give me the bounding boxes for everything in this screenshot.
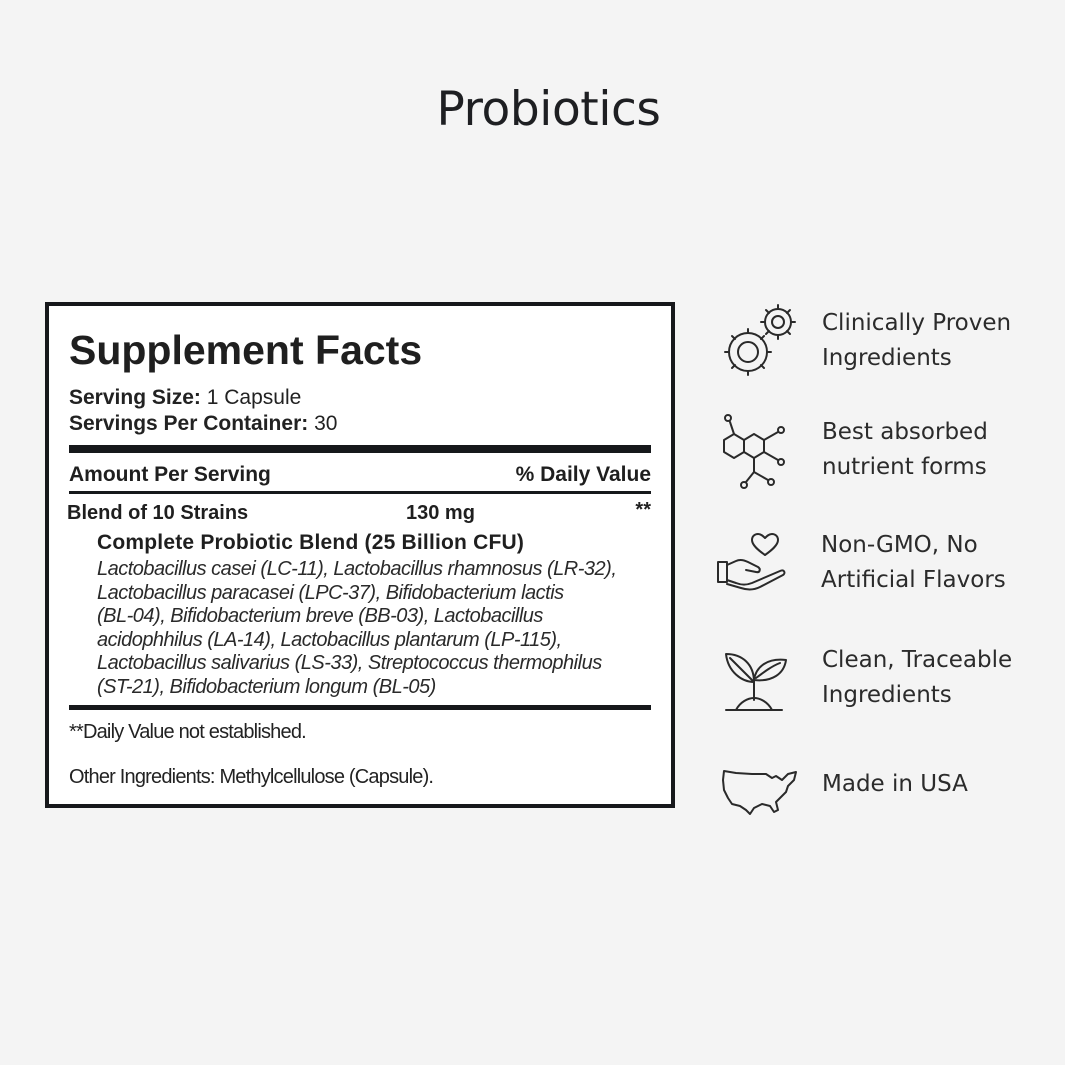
strain-line: (BL-04), Bifidobacterium breve (BB-03), Lactobacillus bbox=[97, 605, 543, 627]
blend-name: Blend of 10 Strains bbox=[67, 502, 249, 524]
blend-daily-value: ** bbox=[635, 499, 651, 521]
feature-item bbox=[712, 525, 1052, 605]
feature-item bbox=[712, 300, 1052, 380]
strain-line: Lactobacillus salivarius (LS-33), Streptococcus thermophilus bbox=[97, 652, 602, 674]
blend-amount: 130 mg bbox=[406, 502, 475, 524]
feature-label: Made in USA bbox=[822, 771, 968, 797]
strain-line: acidophhilus (LA-14), Lactobacillus plantarum (LP-115), bbox=[97, 628, 562, 651]
daily-value-footnote: **Daily Value not established. bbox=[69, 721, 306, 743]
feature-item bbox=[712, 410, 1052, 490]
feature-label: Clean, Traceable Ingredients bbox=[822, 647, 1013, 708]
feature-label: Clinically Proven Ingredients bbox=[822, 310, 1012, 371]
sub-blend-name: Complete Probiotic Blend (25 Billion CFU) bbox=[97, 531, 525, 554]
feature-label: Best absorbed nutrient forms bbox=[822, 419, 988, 480]
molecule-icon bbox=[712, 410, 804, 490]
daily-value-header: % Daily Value bbox=[515, 463, 651, 486]
serving-size bbox=[69, 386, 301, 410]
amount-per-serving-header: Amount Per Serving bbox=[69, 463, 271, 486]
divider-header bbox=[69, 491, 651, 494]
feature-item bbox=[712, 762, 1052, 842]
strain-line: Lactobacillus paracasei (LPC-37), Bifidobacterium lactis bbox=[97, 581, 564, 604]
servings-per-container-value: 30 bbox=[308, 412, 338, 435]
supplement-facts-heading: Supplement Facts bbox=[69, 327, 423, 373]
gears-icon bbox=[712, 300, 804, 380]
serving-size-value: 1 Capsule bbox=[200, 386, 302, 409]
thick-divider-top bbox=[69, 445, 651, 453]
servings-per-container bbox=[69, 412, 337, 436]
feature-item bbox=[712, 640, 1052, 720]
servings-per-container-label: Servings Per Container: bbox=[69, 412, 309, 435]
feature-label: Non-GMO, No Artificial Flavors bbox=[821, 532, 1006, 593]
serving-size-label: Serving Size: bbox=[69, 386, 201, 409]
sprout-icon bbox=[712, 640, 804, 720]
supplement-facts-panel bbox=[45, 302, 675, 808]
strain-line: Lactobacillus casei (LC-11), Lactobacillus rhamnosus (LR-32), bbox=[97, 558, 617, 580]
strain-line: (ST-21), Bifidobacterium longum (BL-05) bbox=[97, 675, 436, 698]
page-title: Probiotics bbox=[436, 82, 661, 137]
hand-heart-icon bbox=[712, 525, 804, 605]
strain-list bbox=[97, 558, 657, 699]
other-ingredients: Other Ingredients: Methylcellulose (Capsule). bbox=[69, 766, 434, 788]
thick-divider-bottom bbox=[69, 705, 651, 710]
usa-map-icon bbox=[712, 762, 804, 842]
